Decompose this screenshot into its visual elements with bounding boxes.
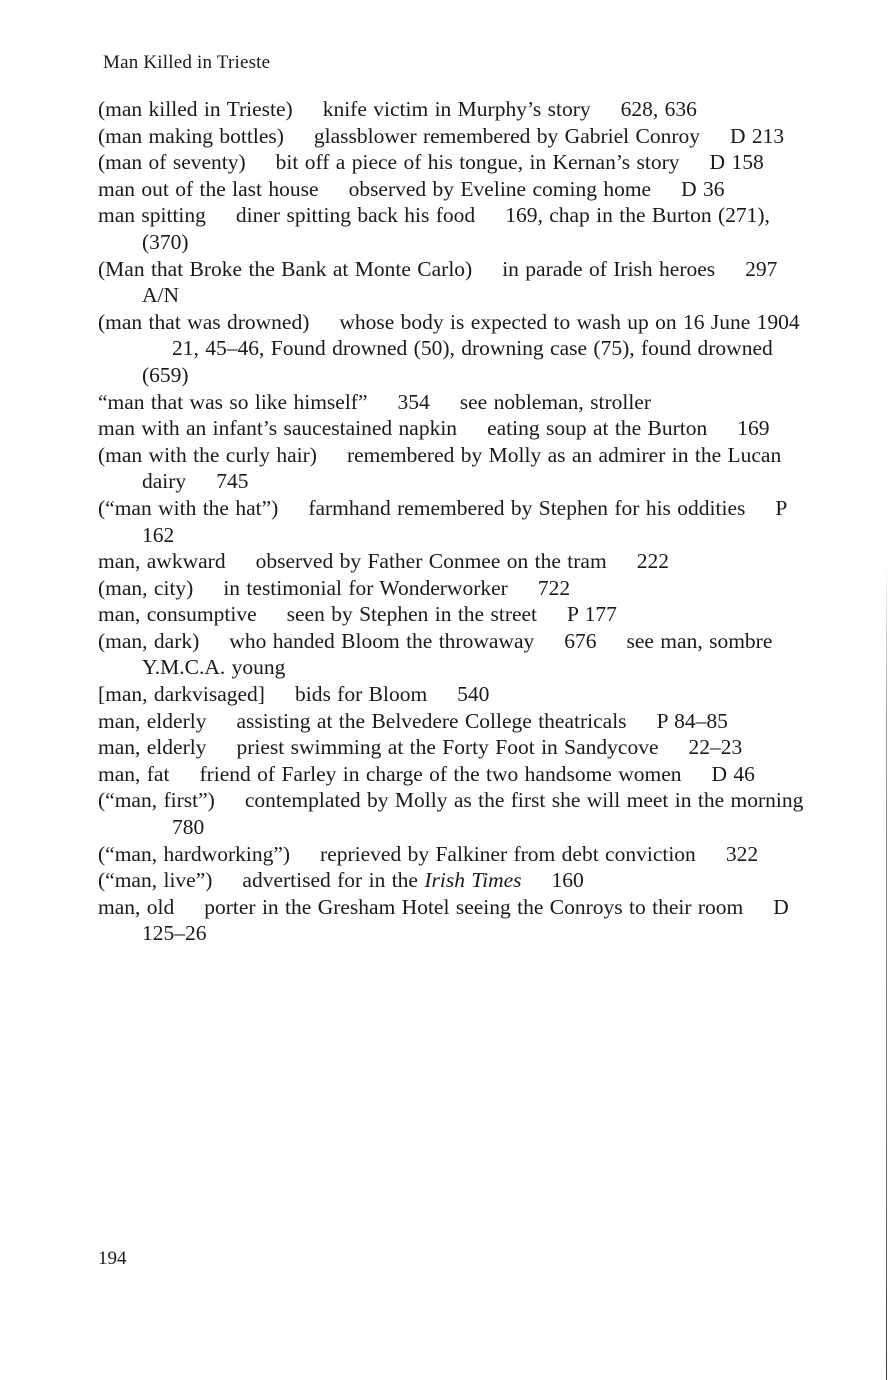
entry-refs: 676 bbox=[564, 628, 597, 653]
entry-gloss: in parade of Irish heroes bbox=[502, 256, 716, 281]
entry-refs: P 162 bbox=[142, 495, 787, 547]
index-entry bbox=[98, 628, 818, 681]
entry-term: (“man, live”) bbox=[98, 868, 213, 893]
entry-refs: 354 bbox=[397, 389, 430, 414]
index-entry bbox=[98, 867, 818, 894]
entry-refs: 540 bbox=[457, 682, 490, 707]
entry-gloss: who handed Bloom the throwaway bbox=[229, 628, 535, 653]
index-entry bbox=[98, 176, 818, 203]
entry-gloss: knife victim in Murphy’s story bbox=[322, 97, 591, 121]
entry-term: (“man, first”) bbox=[98, 788, 215, 813]
entry-refs: 169, chap in the Burton (271), (370) bbox=[142, 203, 770, 254]
entry-refs: 22–23 bbox=[688, 735, 743, 760]
entry-gloss: glassblower remembered by Gabriel Conroy bbox=[313, 123, 701, 148]
index-entry bbox=[98, 256, 818, 309]
index-entry bbox=[98, 548, 818, 575]
index-entry bbox=[98, 309, 818, 389]
index-entry bbox=[98, 123, 818, 150]
index-entry bbox=[98, 96, 818, 123]
index-entry bbox=[98, 761, 818, 788]
entry-term: (man, dark) bbox=[98, 628, 200, 653]
running-head: Man Killed in Trieste bbox=[103, 52, 271, 73]
index-entries bbox=[98, 96, 818, 947]
entry-refs: 322 bbox=[725, 841, 759, 866]
entry-see-also: see nobleman, stroller bbox=[459, 389, 652, 414]
entry-refs: 21, 45–46, Found drowned (50), drowning case (75), found drowned (659) bbox=[142, 336, 773, 387]
index-entry bbox=[98, 601, 818, 628]
entry-term: “man that was so like himself” bbox=[98, 389, 368, 414]
entry-term: man, consumptive bbox=[98, 602, 257, 627]
entry-term: man spitting bbox=[98, 203, 206, 228]
entry-gloss: reprieved by Falkiner from debt conviction bbox=[320, 841, 696, 866]
entry-refs: 745 bbox=[216, 469, 249, 494]
entry-term: (man of seventy) bbox=[98, 150, 246, 175]
entry-refs: D 36 bbox=[681, 176, 725, 201]
entry-refs: 169 bbox=[737, 416, 770, 441]
index-entry bbox=[98, 894, 818, 947]
index-entry bbox=[98, 787, 818, 840]
entry-gloss: whose body is expected to wash up on 16 June 1904 bbox=[339, 309, 800, 334]
entry-gloss: bit off a piece of his tongue, in Kernan’s story bbox=[275, 150, 680, 175]
entry-term: (man making bottles) bbox=[98, 123, 284, 148]
entry-gloss: porter in the Gresham Hotel seeing the Conroys to their room bbox=[204, 894, 744, 919]
index-entry bbox=[98, 841, 818, 868]
entry-term: man, elderly bbox=[98, 735, 207, 760]
entry-term: man with an infant’s saucestained napkin bbox=[98, 416, 458, 441]
index-entry bbox=[98, 202, 818, 255]
index-entry bbox=[98, 495, 818, 548]
entry-gloss: observed by Father Conmee on the tram bbox=[255, 549, 607, 574]
entry-gloss: bids for Bloom bbox=[294, 682, 428, 707]
index-entry bbox=[98, 575, 818, 602]
entry-term: (man, city) bbox=[98, 575, 194, 600]
entry-refs: 160 bbox=[551, 868, 584, 893]
entry-gloss: assisting at the Belvedere College theatricals bbox=[236, 708, 627, 733]
entry-term: man, fat bbox=[98, 761, 170, 786]
entry-term: man, elderly bbox=[98, 708, 207, 733]
entry-annotation: A/N bbox=[142, 283, 180, 308]
entry-term: man, old bbox=[98, 894, 175, 919]
entry-see-also: see man, sombre Y.M.C.A. young bbox=[142, 628, 773, 680]
entry-term: man out of the last house bbox=[98, 176, 319, 201]
entry-refs: 780 bbox=[172, 815, 205, 840]
entry-refs: D 158 bbox=[709, 150, 764, 175]
entry-gloss: seen by Stephen in the street bbox=[286, 602, 538, 627]
entry-refs: 628, 636 bbox=[620, 97, 697, 121]
entry-gloss: remembered by Molly as an admirer in the Lucan dairy bbox=[142, 442, 782, 494]
entry-gloss: eating soup at the Burton bbox=[487, 416, 708, 441]
page-number: 194 bbox=[98, 1248, 127, 1269]
entry-gloss: observed by Eveline coming home bbox=[348, 176, 652, 201]
index-entry bbox=[98, 149, 818, 176]
entry-refs: P 177 bbox=[567, 602, 617, 627]
scan-edge-line bbox=[886, 560, 887, 1380]
entry-term: (“man, hardworking”) bbox=[98, 841, 291, 866]
entry-refs: D 125–26 bbox=[142, 894, 789, 946]
entry-term: man, awkward bbox=[98, 549, 226, 574]
entry-gloss-italic: Irish Times bbox=[424, 868, 522, 893]
entry-gloss: in testimonial for Wonderworker bbox=[223, 575, 508, 600]
entry-refs: D 213 bbox=[730, 123, 785, 148]
index-entry bbox=[98, 415, 818, 442]
entry-refs: 297 bbox=[745, 256, 778, 281]
entry-term: (“man with the hat”) bbox=[98, 495, 279, 520]
entry-term: (Man that Broke the Bank at Monte Carlo) bbox=[98, 256, 473, 281]
entry-refs: 722 bbox=[537, 575, 571, 600]
index-entry bbox=[98, 389, 818, 416]
index-entry bbox=[98, 734, 818, 761]
entry-refs: 222 bbox=[636, 549, 669, 574]
index-entry bbox=[98, 708, 818, 735]
entry-refs: D 46 bbox=[711, 761, 755, 786]
entry-gloss: diner spitting back his food bbox=[235, 203, 476, 228]
entry-gloss: friend of Farley in charge of the two handsome women bbox=[199, 761, 682, 786]
entry-term: [man, darkvisaged] bbox=[98, 682, 265, 707]
entry-refs: P 84–85 bbox=[656, 708, 728, 733]
entry-gloss: priest swimming at the Forty Foot in Sandycove bbox=[236, 735, 659, 760]
entry-gloss: advertised for in the bbox=[242, 868, 418, 893]
entry-term: (man killed in Trieste) bbox=[98, 97, 293, 121]
entry-term: (man that was drowned) bbox=[98, 309, 310, 334]
entry-gloss: contemplated by Molly as the first she will meet in the morning bbox=[244, 788, 804, 813]
entry-gloss: farmhand remembered by Stephen for his oddities bbox=[308, 495, 746, 520]
entry-term: (man with the curly hair) bbox=[98, 442, 317, 467]
index-entry bbox=[98, 681, 818, 708]
index-entry bbox=[98, 442, 818, 495]
